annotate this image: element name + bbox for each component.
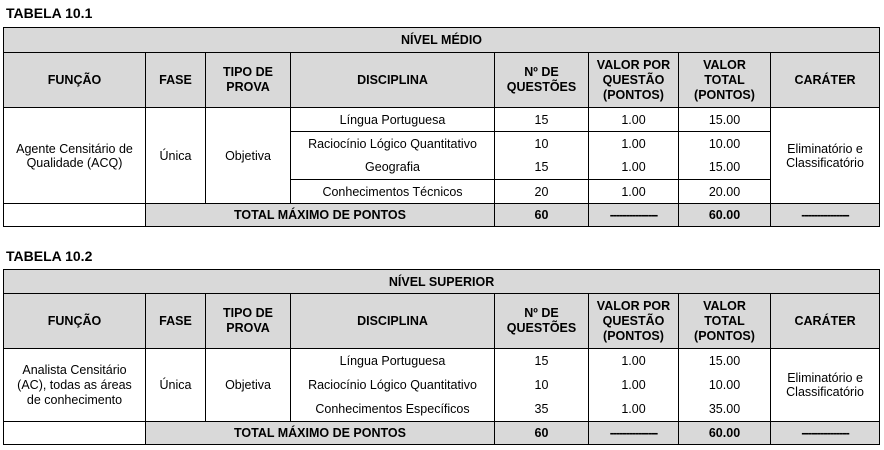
- total-valor: ---------------: [589, 204, 679, 227]
- disciplina-cell: Língua Portuguesa: [291, 349, 495, 373]
- total-cell: 15.00: [679, 108, 771, 132]
- header-questoes: Nº DE QUESTÕES: [495, 294, 589, 349]
- disciplina-cell: Língua Portuguesa: [291, 108, 495, 132]
- funcao-cell: Agente Censitário de Qualidade (ACQ): [4, 108, 146, 204]
- header-tipo-prova: TIPO DE PROVA: [206, 294, 291, 349]
- header-funcao: FUNÇÃO: [4, 294, 146, 349]
- empty-cell: [4, 204, 146, 227]
- total-pontos: 60.00: [679, 422, 771, 445]
- level-header: NÍVEL SUPERIOR: [4, 270, 880, 294]
- disciplina-cell: Conhecimentos Específicos: [291, 398, 495, 422]
- header-valor-total: VALOR TOTAL (PONTOS): [679, 53, 771, 108]
- fase-cell: Única: [146, 108, 206, 204]
- total-row: [4, 204, 880, 227]
- score-table-superior: [3, 269, 880, 445]
- header-disciplina: DISCIPLINA: [291, 53, 495, 108]
- score-table-medio: [3, 27, 880, 227]
- total-cell: 10.00: [679, 132, 771, 156]
- table-caption: TABELA 10.1: [6, 5, 93, 21]
- total-label: TOTAL MÁXIMO DE PONTOS: [146, 422, 495, 445]
- total-carater: ---------------: [771, 422, 880, 445]
- level-header: NÍVEL MÉDIO: [4, 28, 880, 53]
- questoes-cell: 15: [495, 349, 589, 373]
- carater-cell: Eliminatório e Classificatório: [771, 349, 880, 422]
- table-row: [4, 349, 880, 373]
- questoes-cell: 10: [495, 132, 589, 156]
- header-funcao: FUNÇÃO: [4, 53, 146, 108]
- total-cell: 15.00: [679, 349, 771, 373]
- column-header-row: [4, 294, 880, 349]
- header-carater: CARÁTER: [771, 294, 880, 349]
- questoes-cell: 10: [495, 373, 589, 398]
- questoes-cell: 15: [495, 108, 589, 132]
- total-questoes: 60: [495, 422, 589, 445]
- header-questoes: Nº DE QUESTÕES: [495, 53, 589, 108]
- column-header-row: [4, 53, 880, 108]
- total-pontos: 60.00: [679, 204, 771, 227]
- carater-cell: Eliminatório e Classificatório: [771, 108, 880, 204]
- valor-cell: 1.00: [589, 180, 679, 204]
- valor-cell: 1.00: [589, 156, 679, 180]
- total-cell: 15.00: [679, 156, 771, 180]
- total-label: TOTAL MÁXIMO DE PONTOS: [146, 204, 495, 227]
- tipo-cell: Objetiva: [206, 349, 291, 422]
- valor-cell: 1.00: [589, 398, 679, 422]
- valor-cell: 1.00: [589, 349, 679, 373]
- questoes-cell: 20: [495, 180, 589, 204]
- total-cell: 10.00: [679, 373, 771, 398]
- table-caption: TABELA 10.2: [6, 248, 93, 264]
- questoes-cell: 15: [495, 156, 589, 180]
- table-row: [4, 108, 880, 132]
- total-questoes: 60: [495, 204, 589, 227]
- empty-cell: [4, 422, 146, 445]
- questoes-cell: 35: [495, 398, 589, 422]
- disciplina-cell: Raciocínio Lógico Quantitativo: [291, 373, 495, 398]
- header-fase: FASE: [146, 294, 206, 349]
- disciplina-cell: Raciocínio Lógico Quantitativo: [291, 132, 495, 156]
- total-row: [4, 422, 880, 445]
- disciplina-cell: Conhecimentos Técnicos: [291, 180, 495, 204]
- valor-cell: 1.00: [589, 373, 679, 398]
- total-cell: 35.00: [679, 398, 771, 422]
- header-valor-total: VALOR TOTAL (PONTOS): [679, 294, 771, 349]
- total-valor: ---------------: [589, 422, 679, 445]
- total-carater: ---------------: [771, 204, 880, 227]
- header-carater: CARÁTER: [771, 53, 880, 108]
- total-cell: 20.00: [679, 180, 771, 204]
- tipo-cell: Objetiva: [206, 108, 291, 204]
- header-disciplina: DISCIPLINA: [291, 294, 495, 349]
- header-tipo-prova: TIPO DE PROVA: [206, 53, 291, 108]
- disciplina-cell: Geografia: [291, 156, 495, 180]
- valor-cell: 1.00: [589, 132, 679, 156]
- fase-cell: Única: [146, 349, 206, 422]
- funcao-cell: Analista Censitário (AC), todas as áreas de conhecimento: [4, 349, 146, 422]
- header-fase: FASE: [146, 53, 206, 108]
- header-valor-questao: VALOR POR QUESTÃO (PONTOS): [589, 53, 679, 108]
- valor-cell: 1.00: [589, 108, 679, 132]
- header-valor-questao: VALOR POR QUESTÃO (PONTOS): [589, 294, 679, 349]
